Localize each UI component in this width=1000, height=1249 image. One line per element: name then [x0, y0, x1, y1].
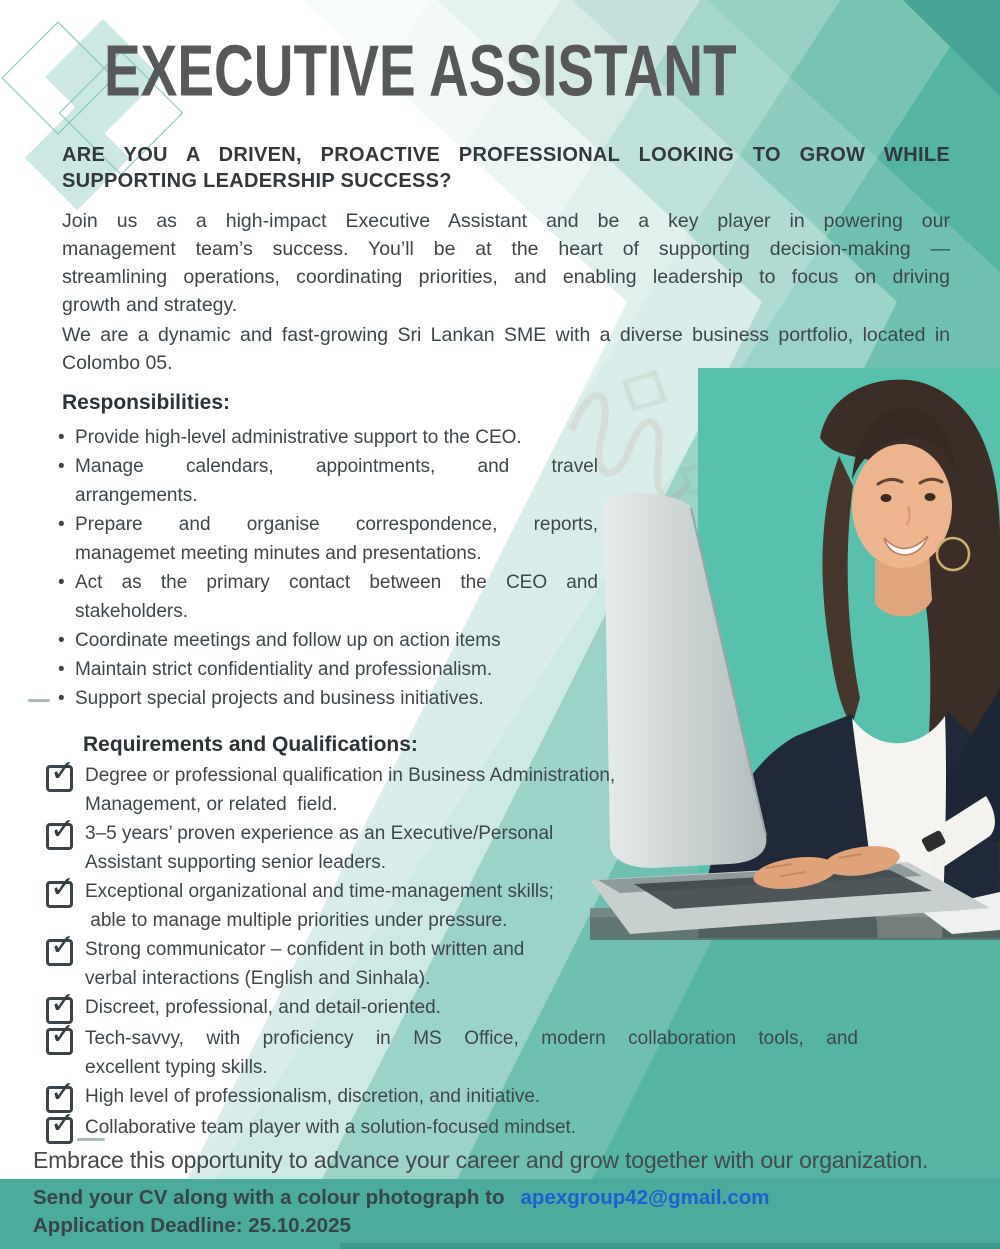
- text-line: 3–5 years’ proven experience as an Executive/Personal: [85, 823, 554, 844]
- send-cv-label: Send your CV along with a colour photograph to: [33, 1186, 505, 1209]
- text-line: Assistant supporting senior leaders.: [85, 852, 386, 873]
- checkbox-icon: ✓: [46, 823, 73, 850]
- email-link[interactable]: apexgroup42@gmail.com: [520, 1186, 770, 1209]
- text-line: Manage calendars, appointments, and travel: [75, 456, 598, 477]
- checkbox-icon: ✓: [46, 1117, 73, 1144]
- requirements-heading: Requirements and Qualifications:: [83, 733, 418, 756]
- text-line: Colombo 05.: [62, 352, 173, 374]
- text-line: Tech-savvy, with proficiency in MS Office, modern collaboration tools, and: [85, 1028, 858, 1049]
- text-line: We are a dynamic and fast-growing Sri Lankan SME with a diverse business portfolio, located in: [62, 324, 950, 346]
- list-item: [46, 870, 858, 935]
- checkbox-icon: ✓: [46, 1028, 73, 1055]
- text-line: verbal interactions (English and Sinhala).: [85, 968, 431, 989]
- text-line: Prepare and organise correspondence, reports,: [75, 514, 598, 535]
- list-item: [58, 568, 598, 626]
- text-line: managemet meeting minutes and presentations.: [75, 543, 482, 564]
- hook-text: [62, 142, 950, 194]
- bullet-icon: •: [58, 427, 65, 448]
- text-line: ARE YOU A DRIVEN, PROACTIVE PROFESSIONAL LOOKING TO GROW WHILE: [62, 144, 950, 166]
- text-line: SUPPORTING LEADERSHIP SUCCESS?: [62, 170, 452, 192]
- text-line: Management, or related field.: [85, 794, 338, 815]
- bullet-icon: •: [58, 630, 65, 651]
- checkbox-icon: ✓: [46, 881, 73, 908]
- list-item: [46, 1017, 858, 1082]
- application-deadline: Application Deadline: 25.10.2025: [33, 1214, 351, 1237]
- list-item: [46, 986, 858, 1024]
- checkbox-icon: ✓: [46, 939, 73, 966]
- list-item: [58, 510, 598, 568]
- list-item: [58, 626, 598, 655]
- bullet-icon: •: [58, 456, 65, 477]
- text-line: excellent typing skills.: [85, 1057, 268, 1078]
- list-item: [46, 928, 858, 993]
- responsibilities-list: [58, 423, 598, 713]
- list-item: [58, 452, 598, 510]
- text-line: Support special projects and business initiatives.: [75, 688, 484, 709]
- text-line: Exceptional organizational and time-management skills;: [85, 881, 554, 902]
- list-item: [58, 655, 598, 684]
- text-line: Collaborative team player with a solution-focused mindset.: [85, 1117, 577, 1138]
- checkbox-icon: ✓: [46, 997, 73, 1024]
- text-line: Act as the primary contact between the CEO and: [75, 572, 598, 593]
- list-item: [46, 1106, 858, 1144]
- list-item: [46, 754, 858, 819]
- text-line: Discreet, professional, and detail-oriented.: [85, 997, 441, 1018]
- page-title: EXECUTIVE ASSISTANT: [104, 29, 737, 112]
- requirements-checklist: [46, 754, 858, 1144]
- intro-paragraph-2: [62, 321, 950, 377]
- text-line: Maintain strict confidentiality and professionalism.: [75, 659, 493, 680]
- text-line: High level of professionalism, discretion, and initiative.: [85, 1086, 541, 1107]
- list-item: [46, 812, 858, 877]
- checkbox-icon: ✓: [46, 765, 73, 792]
- text-line: management team’s success. You’ll be at the heart of supporting decision-making —: [62, 238, 950, 260]
- text-line: Strong communicator – confident in both written and: [85, 939, 525, 960]
- bullet-icon: •: [58, 514, 65, 535]
- stray-mark: [77, 1138, 105, 1141]
- closing-text: Embrace this opportunity to advance your career and grow together with our organization.: [33, 1147, 929, 1173]
- text-line: Coordinate meetings and follow up on action items: [75, 630, 501, 651]
- stray-mark: [28, 699, 50, 702]
- text-line: streamlining operations, coordinating priorities, and enabling leadership to focus on driving: [62, 266, 950, 288]
- list-item: [58, 423, 598, 452]
- text-line: arrangements.: [75, 485, 198, 506]
- text-line: stakeholders.: [75, 601, 189, 622]
- list-item: [58, 684, 598, 713]
- bullet-icon: •: [58, 572, 65, 593]
- responsibilities-heading: Responsibilities:: [62, 391, 231, 414]
- bottom-accent-strip: [340, 1243, 1000, 1249]
- text-line: growth and strategy.: [62, 294, 238, 316]
- intro-paragraph-1: [62, 207, 950, 319]
- bullet-icon: •: [58, 659, 65, 680]
- text-line: Degree or professional qualification in Business Administration,: [85, 765, 616, 786]
- checkbox-icon: ✓: [46, 1086, 73, 1113]
- send-cv-text: [33, 1186, 769, 1210]
- bullet-icon: •: [58, 688, 65, 709]
- text-line: Join us as a high-impact Executive Assistant and be a key player in powering our: [62, 210, 950, 232]
- list-item: [46, 1075, 858, 1113]
- text-line: able to manage multiple priorities under pressure.: [85, 910, 508, 931]
- text-line: Provide high-level administrative support to the CEO.: [75, 427, 522, 448]
